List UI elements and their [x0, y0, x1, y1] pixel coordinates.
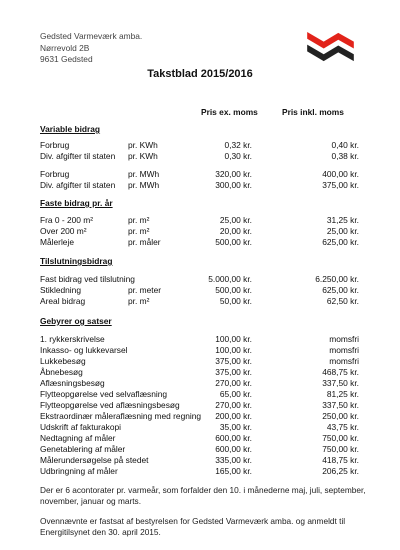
row-label: Flytteopgørelse ved selvaflæsning	[40, 389, 168, 399]
row-price-ex: 25,00 kr.	[219, 215, 252, 225]
row-price-inkl: 468,75 kr.	[322, 367, 359, 377]
row-unit: pr. MWh	[128, 169, 160, 179]
row-label: Udbringning af måler	[40, 466, 118, 476]
table-row	[0, 378, 400, 389]
row-unit: pr. m²	[128, 215, 150, 225]
row-label: Aflæsningsbesøg	[40, 378, 105, 388]
section-title-gebyrer-og-satser: Gebyrer og satser	[40, 316, 112, 326]
row-price-inkl: momsfri	[329, 345, 359, 355]
row-price-inkl: 25,00 kr.	[326, 226, 359, 236]
row-price-inkl: 0,40 kr.	[331, 140, 359, 150]
company-logo-icon	[306, 30, 355, 64]
row-price-inkl: 206,25 kr.	[322, 466, 359, 476]
address-line: 9631 Gedsted	[40, 54, 93, 64]
row-label: Div. afgifter til staten	[40, 151, 116, 161]
payment-note: Der er 6 acontorater pr. varmeår, som forfalder den 10. i månederne maj, juli, september, november, januar og marts.	[40, 485, 366, 506]
row-label: 1. rykkerskrivelse	[40, 334, 105, 344]
row-label: Flytteopgørelse ved aflæsningsbesøg	[40, 400, 180, 410]
table-row	[0, 180, 400, 191]
row-price-inkl: 400,00 kr.	[322, 169, 359, 179]
row-label: Nedtagning af måler	[40, 433, 116, 443]
column-header-ex-moms: Pris ex. moms	[201, 107, 258, 117]
section-title-variable-bidrag: Variable bidrag	[40, 124, 101, 134]
row-label: Stikledning	[40, 285, 81, 295]
row-unit: pr. MWh	[128, 180, 160, 190]
row-price-ex: 375,00 kr.	[215, 367, 252, 377]
table-row	[0, 400, 400, 411]
table-row	[0, 345, 400, 356]
row-price-inkl: 6.250,00 kr.	[315, 274, 359, 284]
table-row	[0, 237, 400, 248]
row-price-inkl: 0,38 kr.	[331, 151, 359, 161]
table-row	[0, 140, 400, 151]
row-unit: pr. m²	[128, 296, 150, 306]
row-price-inkl: 81,25 kr.	[326, 389, 359, 399]
row-price-ex: 500,00 kr.	[215, 285, 252, 295]
row-label: Forbrug	[40, 140, 70, 150]
row-label: Udskrift af fakturakopi	[40, 422, 121, 432]
row-label: Inkasso- og lukkevarsel	[40, 345, 128, 355]
table-row	[0, 356, 400, 367]
row-price-ex: 200,00 kr.	[215, 411, 252, 421]
row-price-inkl: 62,50 kr.	[326, 296, 359, 306]
table-row	[0, 411, 400, 422]
row-label: Div. afgifter til staten	[40, 180, 116, 190]
row-price-inkl: 337,50 kr.	[322, 378, 359, 388]
table-row	[0, 334, 400, 345]
row-price-inkl: 750,00 kr.	[322, 444, 359, 454]
row-price-ex: 35,00 kr.	[219, 422, 252, 432]
row-price-ex: 0,30 kr.	[224, 151, 252, 161]
row-price-ex: 50,00 kr.	[219, 296, 252, 306]
table-row	[0, 151, 400, 162]
section-title-faste-bidrag: Faste bidrag pr. år	[40, 198, 113, 208]
row-price-ex: 20,00 kr.	[219, 226, 252, 236]
table-row	[0, 367, 400, 378]
row-price-ex: 270,00 kr.	[215, 378, 252, 388]
table-row	[0, 455, 400, 466]
logo-red-shape	[307, 32, 354, 49]
table-row	[0, 296, 400, 307]
table-row	[0, 226, 400, 237]
table-row	[0, 285, 400, 296]
row-price-ex: 100,00 kr.	[215, 334, 252, 344]
row-price-inkl: 625,00 kr.	[322, 237, 359, 247]
row-label: Fra 0 - 200 m²	[40, 215, 94, 225]
row-label: Areal bidrag	[40, 296, 86, 306]
row-label: Genetablering af måler	[40, 444, 126, 454]
logo-dark-shape	[307, 45, 354, 62]
row-label: Åbnebesøg	[40, 367, 83, 377]
row-price-ex: 375,00 kr.	[215, 356, 252, 366]
row-price-ex: 0,32 kr.	[224, 140, 252, 150]
row-price-ex: 600,00 kr.	[215, 444, 252, 454]
table-row	[0, 444, 400, 455]
row-label: Fast bidrag ved tilslutning	[40, 274, 135, 284]
address-line: Nørrevold 2B	[40, 42, 90, 53]
row-label: Forbrug	[40, 169, 70, 179]
row-price-ex: 5.000,00 kr.	[208, 274, 252, 284]
section-title-tilslutningsbidrag: Tilslutningsbidrag	[40, 256, 113, 266]
row-price-inkl: 375,00 kr.	[322, 180, 359, 190]
table-row	[0, 215, 400, 226]
table-row	[0, 433, 400, 444]
row-label: Målerleje	[40, 237, 74, 247]
table-row	[0, 422, 400, 433]
row-unit: pr. meter	[128, 285, 162, 295]
row-label: Ekstraordinær måleraflæsning med regning	[40, 411, 202, 421]
row-price-inkl: 43,75 kr.	[326, 422, 359, 432]
address-line: Gedsted Varmeværk amba.	[40, 31, 143, 41]
row-price-ex: 65,00 kr.	[219, 389, 252, 399]
row-price-ex: 270,00 kr.	[215, 400, 252, 410]
row-price-ex: 165,00 kr.	[215, 466, 252, 476]
table-row	[0, 169, 400, 180]
row-price-inkl: 31,25 kr.	[326, 215, 359, 225]
row-unit: pr. måler	[128, 237, 161, 247]
row-label: Målerundersøgelse på stedet	[40, 455, 149, 465]
row-unit: pr. KWh	[128, 140, 158, 150]
row-price-inkl: 337,50 kr.	[322, 400, 359, 410]
column-header-inkl-moms: Pris inkl. moms	[282, 107, 344, 117]
row-price-inkl: momsfri	[329, 334, 359, 344]
row-price-ex: 100,00 kr.	[215, 345, 252, 355]
approval-note: Ovennævnte er fastsat af bestyrelsen for Gedsted Varmeværk amba. og anmeldt til Energitilsynet den 30. april 2015.	[40, 516, 346, 537]
row-price-inkl: 750,00 kr.	[322, 433, 359, 443]
row-price-ex: 500,00 kr.	[215, 237, 252, 247]
row-price-inkl: momsfri	[329, 356, 359, 366]
row-unit: pr. m²	[128, 226, 150, 236]
row-price-ex: 300,00 kr.	[215, 180, 252, 190]
row-label: Lukkebesøg	[40, 356, 86, 366]
row-label: Over 200 m²	[40, 226, 87, 236]
row-price-ex: 335,00 kr.	[215, 455, 252, 465]
row-unit: pr. KWh	[128, 151, 158, 161]
row-price-inkl: 625,00 kr.	[322, 285, 359, 295]
table-row	[0, 466, 400, 477]
table-row	[0, 389, 400, 400]
row-price-inkl: 418,75 kr.	[322, 455, 359, 465]
company-address	[40, 31, 142, 66]
row-price-ex: 600,00 kr.	[215, 433, 252, 443]
row-price-inkl: 250,00 kr.	[322, 411, 359, 421]
page-title: Takstblad 2015/2016	[147, 68, 253, 80]
table-row	[0, 274, 400, 285]
row-price-ex: 320,00 kr.	[215, 169, 252, 179]
